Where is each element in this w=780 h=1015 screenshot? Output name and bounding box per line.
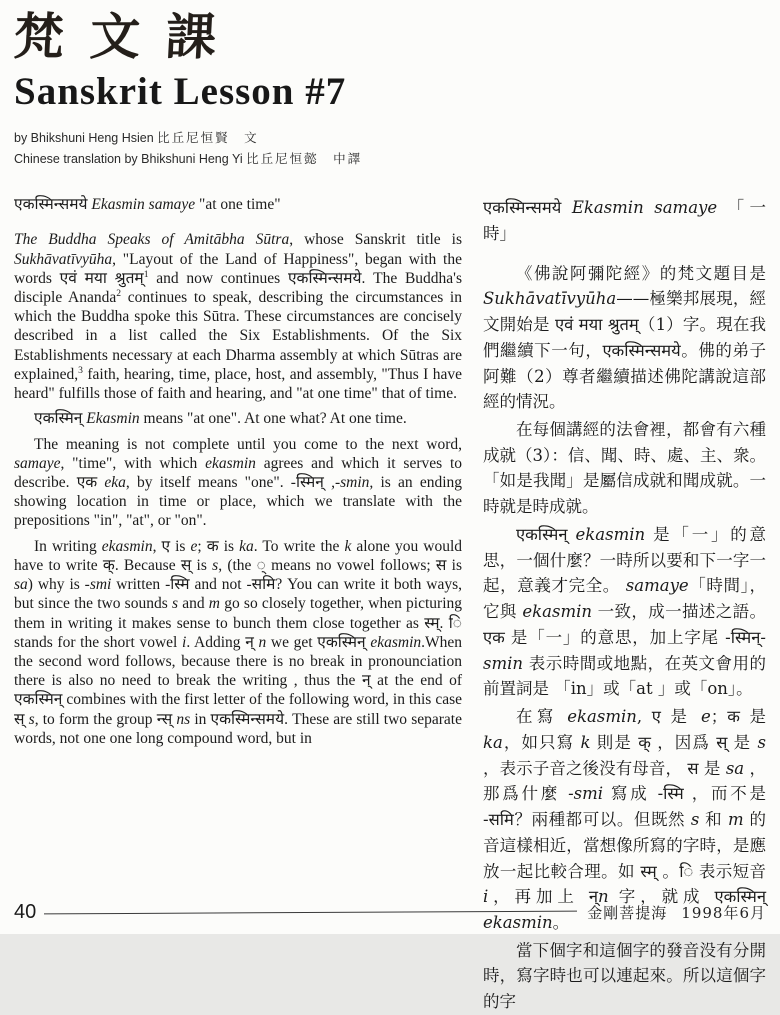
journal-name: 金剛菩提海 [587,904,668,922]
section-heading-english: एकस्मिन्समये Ekasmin samaye "at one time" [14,196,281,214]
byline-author-cn: 比丘尼恒賢 文 [157,129,259,145]
page-title: Sanskrit Lesson #7 [14,70,347,113]
footer-rule [44,911,577,915]
calligraphy-title: 梵文課 [12,8,244,66]
section-heading-chinese: एकस्मिन्समये Ekasmin samaye 「一時」 [483,198,766,243]
byline-translator-cn: 比丘尼恒懿 中譯 [246,150,363,166]
page-header [0,0,780,169]
byline-translator-en: Chinese translation by Bhikshuni Heng Yi [14,151,243,166]
page-footer [14,901,766,924]
byline-author [14,128,766,149]
english-column [14,195,462,748]
chinese-paragraph: 當下個字和這個字的發音没有分開時，寫字時也可以連起來。所以這個字的字 [483,940,766,1012]
chinese-paragraph: एकस्मिन् ekasmin 是「一」的意思，一個什麼？一時所以要和下一字一起，意義才完全。 samaye「時間」，它與 ekasmin 一致，成一描述之語。 एक 是「一」的意思，加上字尾 -स्मिन्-smin 表示時間或地點，在英文會用的前置詞是 「in」或「at 」或「on」。 [483,524,767,699]
english-paragraph: The meaning is not complete until you come to the next word, samaye, "time", with which ekasmin agrees and which it serves to describe. एक eka, by itself means "one". -स्मिन् ,-smin, is an ending showing location in time or place, which we translate with the prepositions "in", "at", or "on". [14,435,463,530]
two-column-body [0,195,780,1015]
byline-author-en: by Bhikshuni Heng Hsien [14,130,154,145]
byline-translator [14,149,766,170]
english-paragraph: The Buddha Speaks of Amitābha Sūtra, whose Sanskrit title is Sukhāvatīvyūha, "Layout of the Land of Happiness", began with the words एवं मया श्रुतम्$^1$ and now continues एकस्मिन्समये. The Buddha's disciple Ananda$^2$ continues to speak, describing the circumstances in which the Buddha spoke this Sūtra. These circumstances are concisely described in a list called the Six Establishments. Of the Six Establishments necessary at each Dharma assembly at which Sūtras are explained,$^3$ faith, hearing, time, place, host, and assembly, "Thus I have heard" fulfills those of faith and hearing, and "at one time" that of time. [14,231,463,403]
english-paragraph: In writing ekasmin, ए is e; क is ka. To write the k alone you would have to write क्. Because स् is s, (the ् means no vowel follows; स is sa) why is -smi written -स्मि and not -समि? You can write it both ways, but since the two sounds s and m go so closely together, when picturing them in writing it makes sense to bunch them close together as स्म्. ि stands for the short vowel i. Adding न् n we get एकस्मिन् ekasmin.When the second word follows, because there is no break in pronounciation there is also no need to break the writing , thus the न् at the end of एकस्मिन् combines with the first letter of the following word, in this case स् s, to form the group न्स् ns in एकस्मिन्समये. These are still two separate words, not one one long compound word, but in [14,537,463,747]
chinese-paragraph: 在寫 ekasmin, ए 是 e；क 是 ka，如只寫 k 則是 क् ，因爲 स् 是 s ，表示子音之後没有母音， स 是 sa ，那爲什麼 -smi 寫成 -स्मि ，而不是 -समि？兩種都可以。但既然 s 和 m 的音這樣相近，當想像所寫的字時，是應放一起比較合理。如 स्म् 。ि 表示短音 i，再加上 न्n 字，就成 एकस्मिन् ekasmin。 [483,707,767,932]
issue-date: 1998年6月 [681,904,766,922]
byline [14,128,766,169]
page-number: 40 [14,901,37,923]
chinese-column [483,195,766,1015]
english-paragraph: एकस्मिन् Ekasmin means "at one". At one what? At one time. [34,410,407,428]
chinese-paragraph: 《佛說阿彌陀經》的梵文題目是Sukhāvatīvyūha——極樂邦展現，經文開始是 एवं मया श्रुतम्（1）字。現在我們繼續下一句，एकस्मिन्समये。佛的弟子阿難（2）尊者繼續描述佛陀講說這部經的情況。 [483,263,767,412]
chinese-paragraph: 在每個講經的法會裡，都會有六種成就（3）：信、聞、時、處、主、衆。「如是我聞」是屬信成就和聞成就。一時就是時成就。 [483,420,766,517]
